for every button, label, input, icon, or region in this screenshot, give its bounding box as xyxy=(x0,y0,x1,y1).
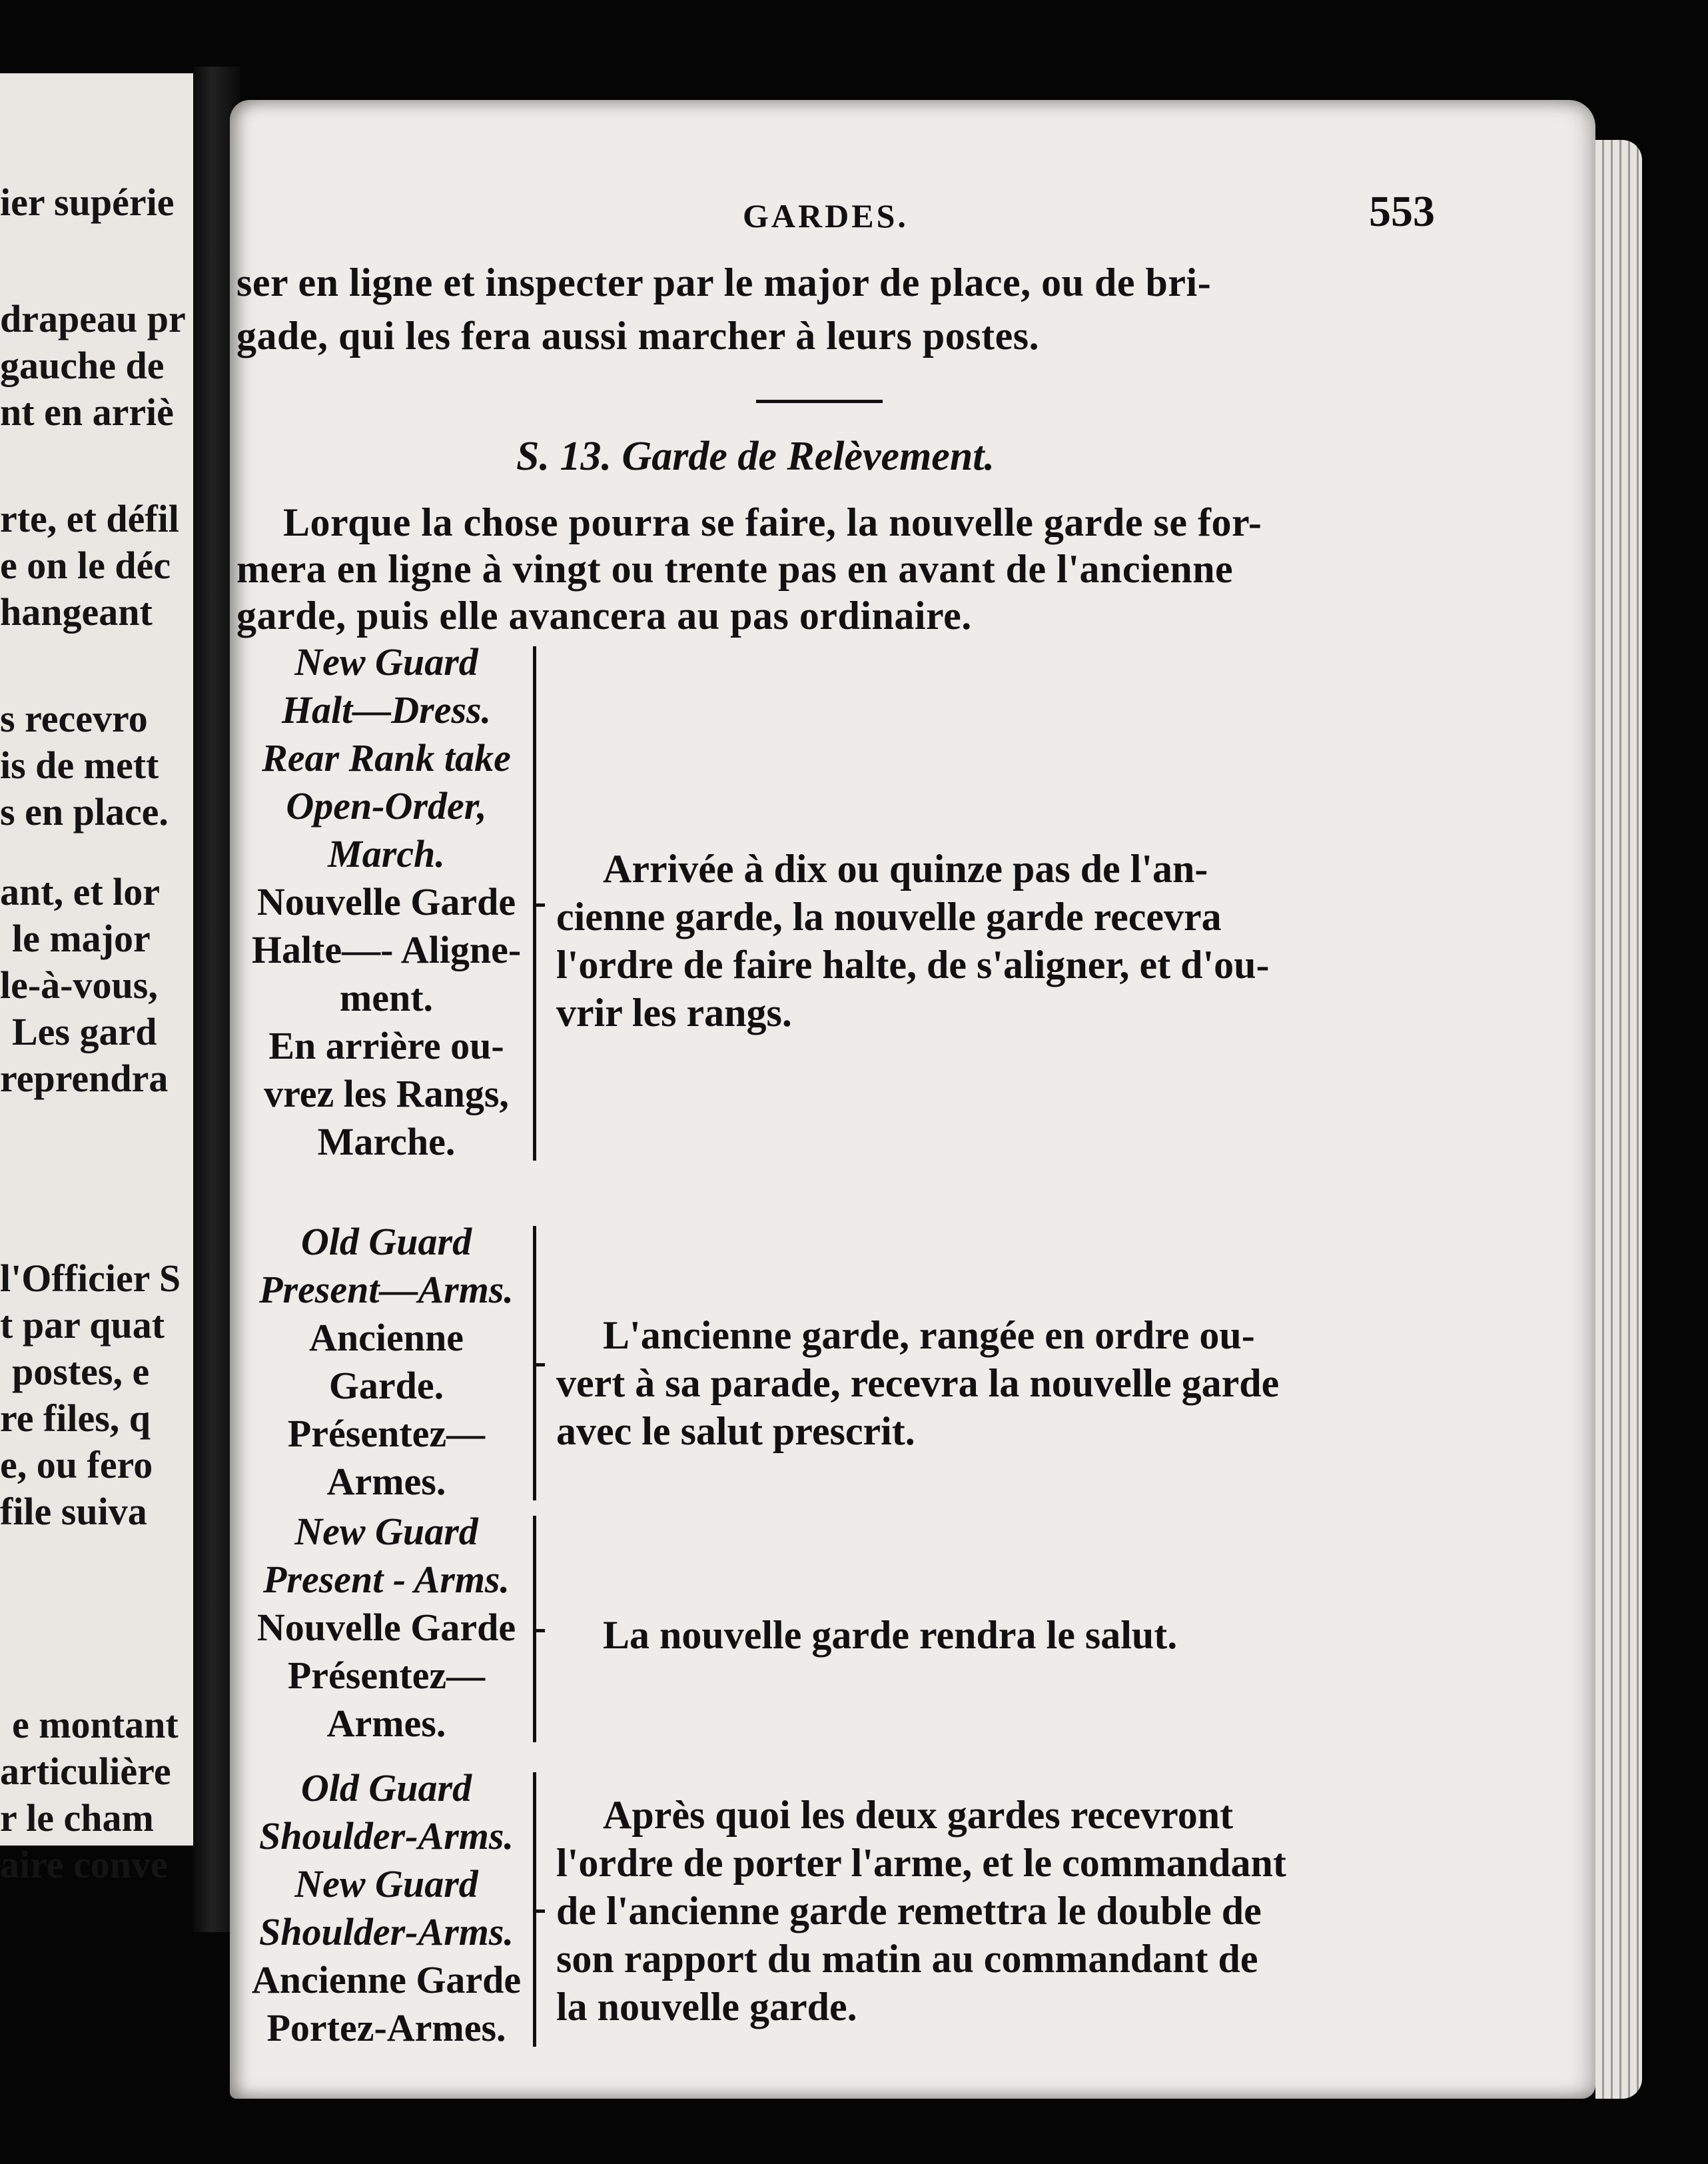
explanation-line: vert à sa parade, recevra la nouvelle garde xyxy=(556,1361,1280,1405)
left-page-line: le major xyxy=(12,917,151,960)
command-fr: Nouvelle Garde xyxy=(256,880,516,923)
explanation-line: Arrivée à dix ou quinze pas de l'an- xyxy=(603,847,1208,891)
explanation-line: vrir les rangs. xyxy=(556,991,792,1035)
left-page-line: postes, e xyxy=(12,1350,150,1393)
book-page xyxy=(230,100,1595,2099)
explanation-line: cienne garde, la nouvelle garde recevra xyxy=(556,895,1222,939)
left-page-line: rte, et défil xyxy=(0,497,179,540)
command-en: Present - Arms. xyxy=(262,1558,510,1601)
left-page-line: r le cham xyxy=(0,1796,154,1840)
running-head: GARDES. xyxy=(743,197,909,235)
explanation-line: son rapport du matin au commandant de xyxy=(556,1937,1258,1981)
left-page-line: e, ou fero xyxy=(0,1443,153,1486)
explanation-line: de l'ancienne garde remettra le double de xyxy=(556,1889,1262,1933)
paragraph-line: mera en ligne à vingt ou trente pas en avant de l'ancienne xyxy=(236,547,1234,591)
intro-line: gade, qui les fera aussi marcher à leurs postes. xyxy=(236,314,1040,358)
left-page-line: e montant xyxy=(12,1703,179,1746)
command-fr: Ancienne xyxy=(309,1316,464,1359)
command-en: Shoulder-Arms. xyxy=(259,1814,514,1858)
left-page-line: s recevro xyxy=(0,697,148,740)
command-fr: En arrière ou- xyxy=(268,1024,504,1067)
command-fr: vrez les Rangs, xyxy=(264,1072,509,1115)
left-page-line: hangeant xyxy=(0,590,153,634)
left-page-line: re files, q xyxy=(0,1396,151,1440)
left-page-line: drapeau pr xyxy=(0,297,186,340)
command-fr: Armes. xyxy=(326,1702,446,1745)
command-en: Old Guard xyxy=(300,1220,472,1263)
explanation-line: La nouvelle garde rendra le salut. xyxy=(603,1613,1178,1657)
left-page-line: t par quat xyxy=(0,1303,165,1347)
intro-line: ser en ligne et inspecter par le major de place, ou de bri- xyxy=(236,261,1212,304)
command-fr: Garde. xyxy=(328,1364,444,1407)
brace-bracket xyxy=(533,646,547,1161)
command-en: Present—Arms. xyxy=(259,1268,514,1311)
left-page-line: gauche de xyxy=(0,344,165,387)
explanation-line: Après quoi les deux gardes recevront xyxy=(603,1793,1234,1837)
command-en: Open-Order, xyxy=(286,784,487,827)
left-page-line: le-à-vous, xyxy=(0,963,158,1007)
command-fr: Halte—- Aligne- xyxy=(251,928,522,971)
brace-bracket xyxy=(533,1772,547,2047)
left-page-line: aire conve xyxy=(0,1843,168,1886)
command-en: New Guard xyxy=(294,1862,478,1905)
paragraph-line: garde, puis elle avancera au pas ordinaire. xyxy=(236,594,972,638)
command-fr: Nouvelle Garde xyxy=(256,1606,516,1649)
page-edges xyxy=(1595,140,1642,2099)
left-page-line: reprendra xyxy=(0,1057,169,1100)
command-en: Rear Rank take xyxy=(262,736,511,780)
section-title: S. 13. Garde de Relèvement. xyxy=(516,434,995,479)
command-fr: Présentez— xyxy=(287,1412,486,1455)
page-number: 553 xyxy=(1369,187,1435,236)
command-en: Shoulder-Arms. xyxy=(259,1910,514,1953)
explanation-line: la nouvelle garde. xyxy=(556,1985,857,2029)
command-fr: ment. xyxy=(339,976,434,1019)
explanation-line: L'ancienne garde, rangée en ordre ou- xyxy=(603,1313,1255,1357)
left-page-line: Les gard xyxy=(12,1010,157,1053)
section-divider xyxy=(756,400,883,403)
left-page-line: file suiva xyxy=(0,1490,147,1533)
brace-bracket xyxy=(533,1226,547,1500)
command-fr: Présentez— xyxy=(287,1654,486,1697)
left-page-line: nt en arriè xyxy=(0,390,174,434)
left-page-line: is de mett xyxy=(0,744,159,787)
left-page-line: e on le déc xyxy=(0,544,171,587)
left-page-line: s en place. xyxy=(0,790,169,833)
command-fr: Marche. xyxy=(317,1120,456,1163)
left-page-line: ant, et lor xyxy=(0,870,160,913)
left-page-line: articulière xyxy=(0,1750,171,1793)
left-page-fragment xyxy=(0,73,197,1886)
paragraph-line: Lorque la chose pourra se faire, la nouvelle garde se for- xyxy=(283,500,1262,544)
command-en: New Guard xyxy=(294,640,478,684)
explanation-line: l'ordre de porter l'arme, et le commandant xyxy=(556,1841,1286,1885)
command-fr: Portez-Armes. xyxy=(266,2006,506,2049)
left-page-line: ier supérie xyxy=(0,181,175,224)
command-fr: Ancienne Garde xyxy=(251,1958,522,2001)
brace-bracket xyxy=(533,1516,547,1742)
left-page-line: l'Officier S xyxy=(0,1257,181,1300)
command-en: Old Guard xyxy=(300,1766,472,1810)
command-en: Halt—Dress. xyxy=(281,688,492,732)
command-fr: Armes. xyxy=(326,1460,446,1503)
explanation-line: avec le salut prescrit. xyxy=(556,1409,915,1453)
command-en: New Guard xyxy=(294,1510,478,1553)
explanation-line: l'ordre de faire halte, de s'aligner, et d'ou- xyxy=(556,943,1270,987)
command-en: March. xyxy=(328,832,445,875)
